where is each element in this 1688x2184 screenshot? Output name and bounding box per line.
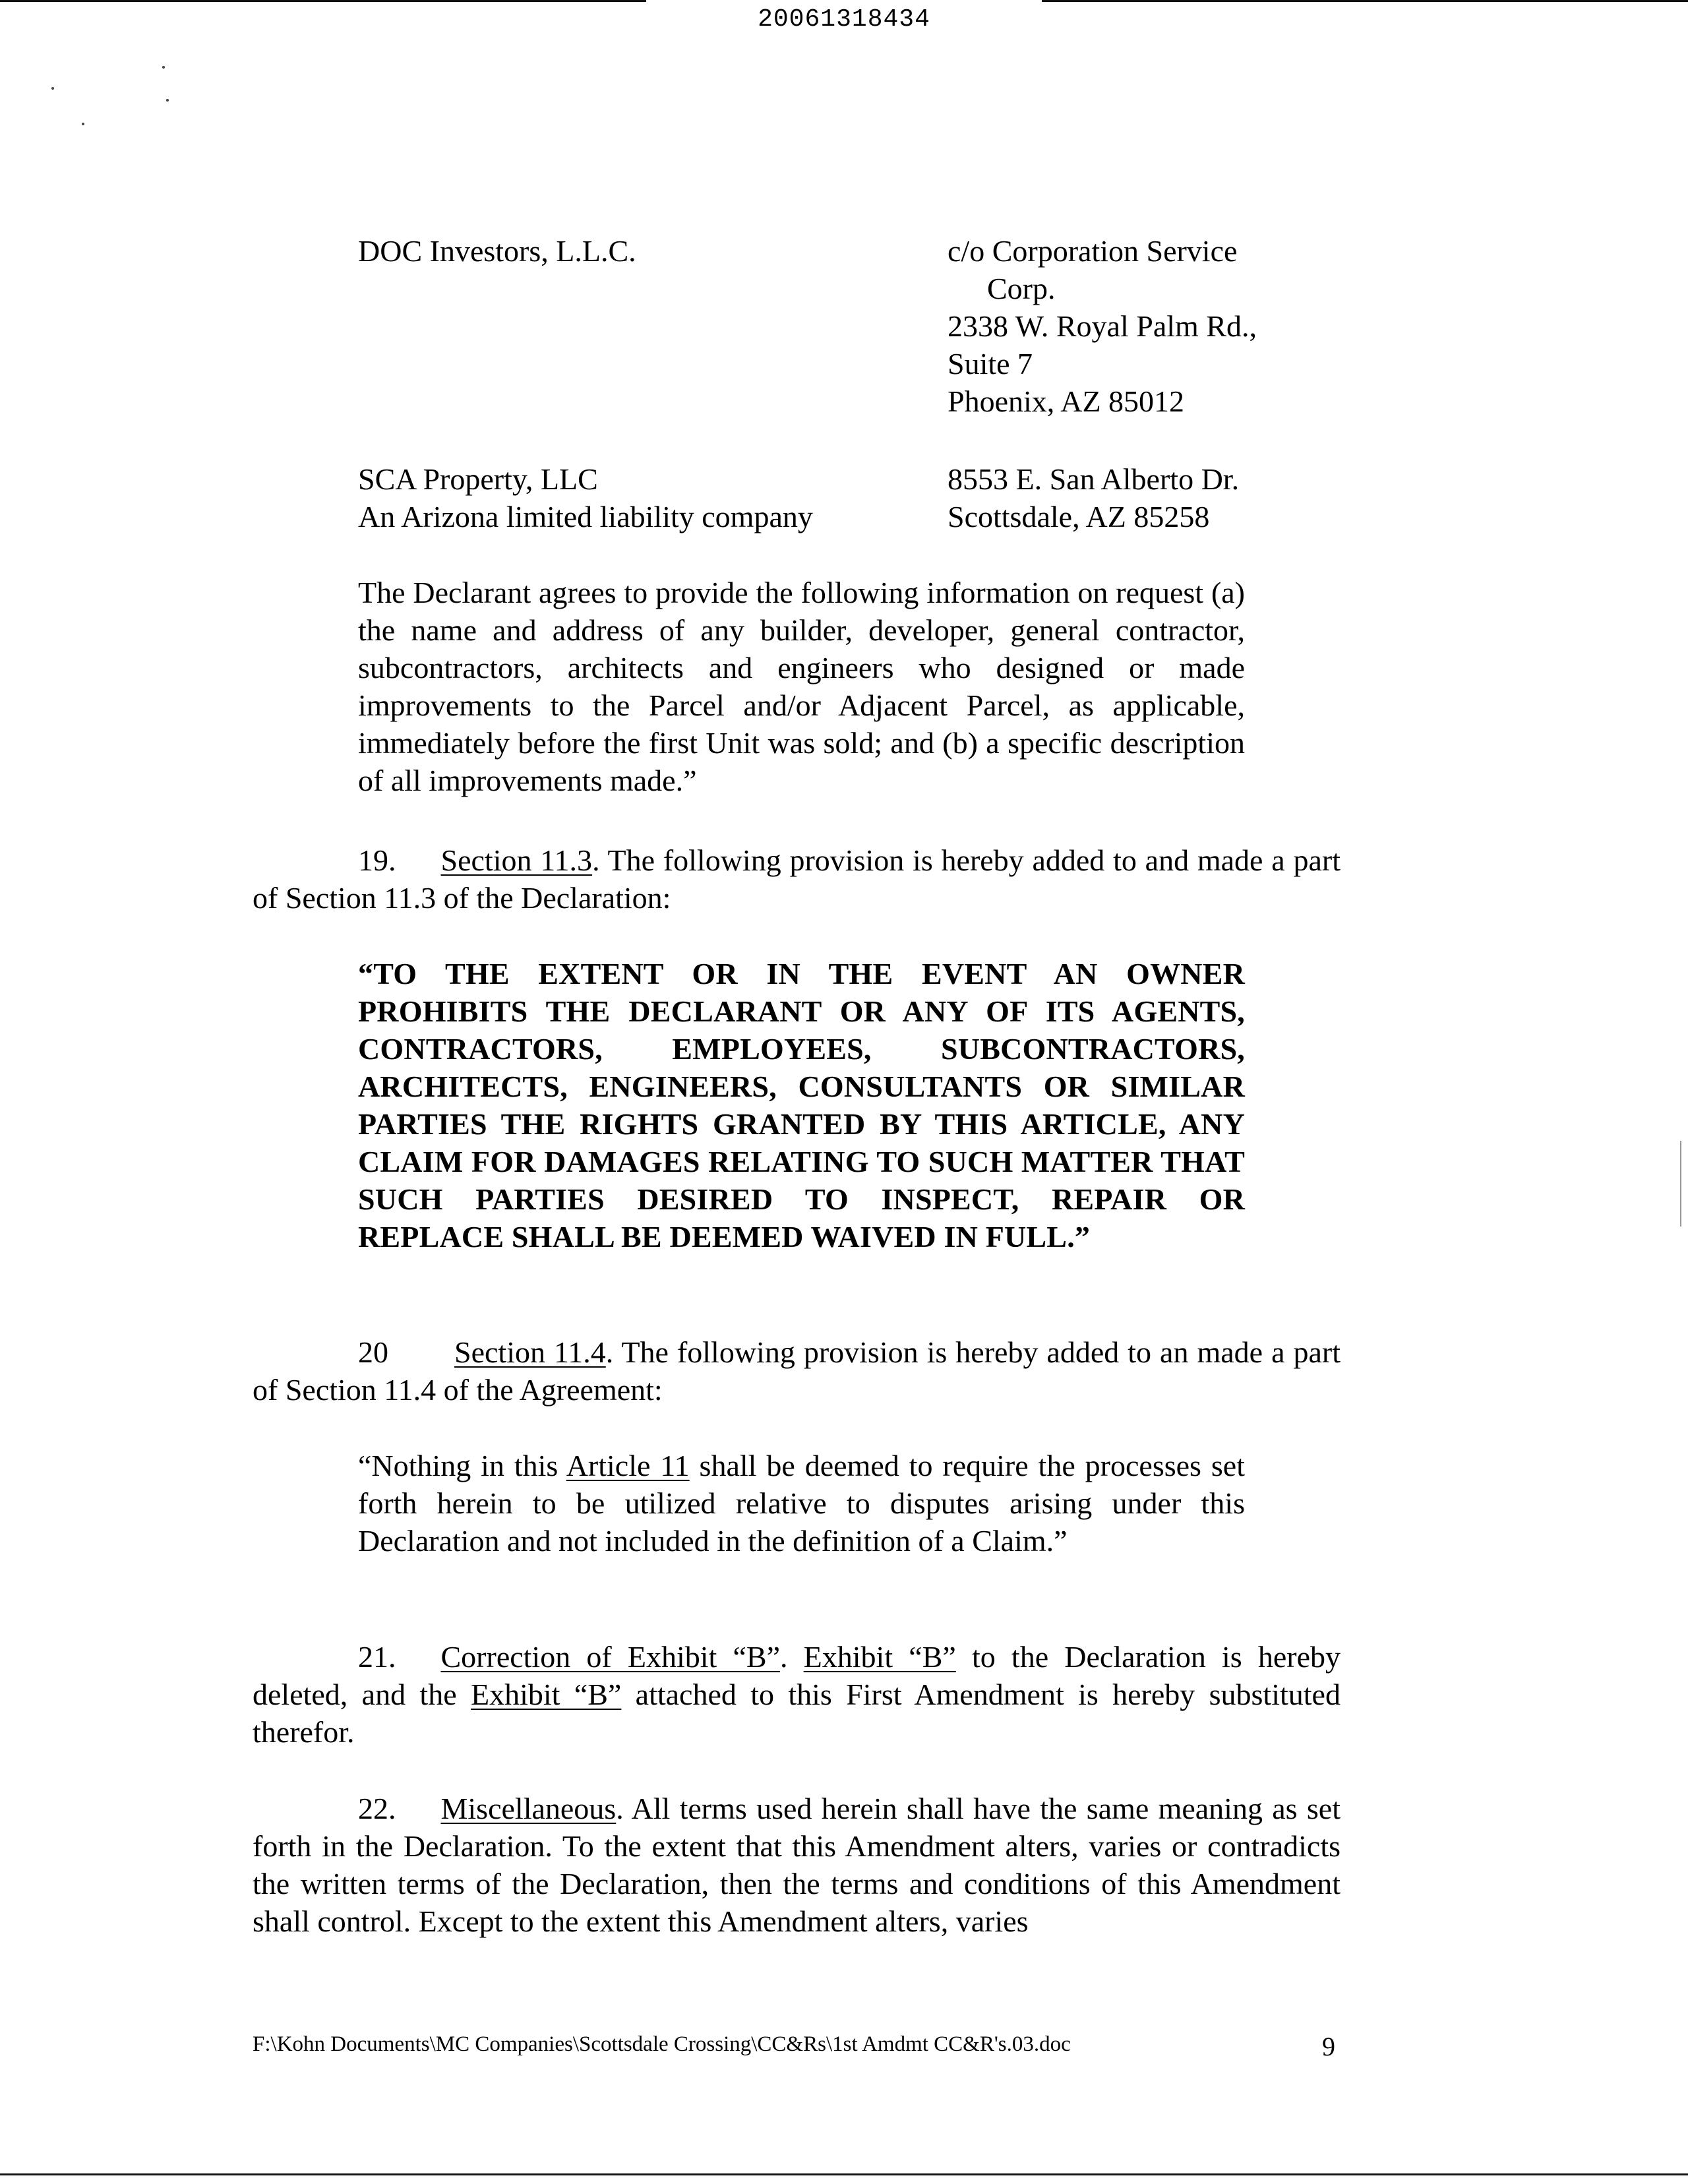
bottom-border [0, 2173, 1688, 2175]
section-number: 19. [358, 843, 396, 877]
section-heading: Section 11.3 [440, 843, 593, 877]
address-line: Scottsdale, AZ 85258 [948, 500, 1210, 533]
declarant-paragraph: The Declarant agrees to provide the following information on request (a) the name and address of any builder, developer, general contractor, subcontractors, architects and engineers who designed or made improvements to the Parcel and/or Adjacent Parcel, as applicable, immediately before the first Unit was sold; and (b) a specific description of all improvements made.” [358, 576, 1245, 797]
section-20-quote: “Nothing in this Article 11 shall be deemed to require the processes set forth herein to be utilized relative to disputes arising under this Declaration and not included in the definition of a Claim.” [358, 1449, 1245, 1558]
exhibit-reference: Exhibit “B” [803, 1640, 956, 1674]
top-border-left [0, 0, 646, 2]
section-19 [253, 841, 1341, 917]
section-19-quote: “TO THE EXTENT OR IN THE EVENT AN OWNER PROHIBITS THE DECLARANT OR ANY OF ITS AGENTS, CONTRACTORS, EMPLOYEES, SUBCONTRACTORS, ARCHITECTS, ENGINEERS, CONSULTANTS OR SIMILAR PARTIES THE RIGHTS GRANTED BY THIS ARTICLE, ANY CLAIM FOR DAMAGES RELATING TO SUCH MATTER THAT SUCH PARTIES DESIRED TO INSPECT, REPAIR OR REPLACE SHALL BE DEEMED WAIVED IN FULL.” [358, 957, 1245, 1254]
section-number: 22. [358, 1792, 396, 1825]
section-number: 20 [358, 1335, 388, 1369]
scan-speck [166, 99, 169, 102]
scan-edge-mark [1680, 1141, 1681, 1227]
article-reference: Article 11 [566, 1449, 690, 1482]
section-heading: Correction of Exhibit “B” [440, 1640, 780, 1674]
address-line: Corp. [987, 272, 1056, 305]
addressee-name-2: SCA Property, LLC An Arizona limited liability company [358, 462, 813, 533]
address-line: Phoenix, AZ 85012 [948, 384, 1185, 418]
section-22 [253, 1790, 1341, 1940]
section-20 [253, 1333, 1341, 1409]
address-line: c/o Corporation Service [948, 234, 1238, 268]
section-text: . All terms used herein shall have the same meaning as set forth in the Declaration. To the extent that this Amendment alters, varies or contradicts the written terms of the Declaration, then the terms and conditions of this Amendment shall control. Except to the extent this Amendment alters, varies [253, 1792, 1341, 1938]
addressee-name-1: DOC Investors, L.L.C. [358, 234, 636, 268]
scan-speck [51, 87, 54, 90]
address-line: Suite 7 [948, 347, 1033, 380]
page-number: 9 [1322, 2032, 1335, 2061]
address-block-2 [948, 460, 1239, 535]
address-line: 2338 W. Royal Palm Rd., [948, 309, 1257, 343]
scan-speck [82, 123, 84, 125]
recording-number: 20061318434 [758, 5, 930, 34]
section-number: 21. [358, 1640, 396, 1674]
section-21: 21. Correction of Exhibit “B”. Exhibit “B” to the Declaration is hereby deleted, and the Exhibit “B” attached to this First Amendment is hereby substituted therefor. [253, 1640, 1341, 1749]
section-text: . The following provision is hereby added to an made a part of Section 11.4 of the Agreement: [253, 1335, 1341, 1407]
section-heading: Section 11.4 [454, 1335, 606, 1369]
section-heading: Miscellaneous [440, 1792, 617, 1825]
footer-file-path: F:\Kohn Documents\MC Companies\Scottsdale Crossing\CC&Rs\1st Amdmt CC&R's.03.doc [253, 2032, 1071, 2056]
address-line: 8553 E. San Alberto Dr. [948, 462, 1240, 496]
scan-speck [162, 66, 165, 69]
address-block-1 [948, 232, 1257, 420]
top-border-right [1042, 0, 1688, 2]
exhibit-reference: Exhibit “B” [470, 1678, 622, 1711]
section-text: . The following provision is hereby added to and made a part of Section 11.3 of the Declaration: [253, 843, 1341, 915]
